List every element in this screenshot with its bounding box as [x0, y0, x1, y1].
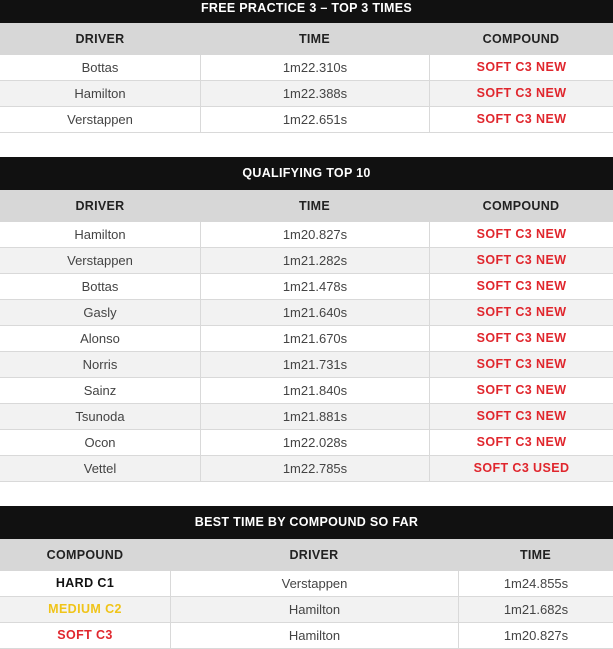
- time-cell: 1m21.881s: [200, 404, 429, 429]
- table-row: [0, 597, 613, 623]
- table-row: [0, 352, 613, 378]
- time-cell: 1m21.682s: [458, 597, 613, 622]
- qualifying-title: QUALIFYING TOP 10: [0, 157, 613, 190]
- fp3-title: FREE PRACTICE 3 – TOP 3 TIMES: [0, 0, 613, 23]
- table-row: [0, 456, 613, 482]
- best-header-time: TIME: [519, 548, 552, 562]
- qualifying-header-driver: DRIVER: [75, 199, 125, 213]
- time-cell: 1m20.827s: [200, 222, 429, 247]
- fp3-header-driver: DRIVER: [75, 32, 125, 46]
- time-cell: 1m22.310s: [200, 55, 429, 80]
- fp3-rows: [0, 55, 613, 133]
- compound-cell: SOFT C3 NEW: [429, 300, 613, 325]
- time-cell: 1m22.388s: [200, 81, 429, 106]
- table-row: [0, 623, 613, 649]
- driver-cell: Gasly: [83, 305, 117, 320]
- best-compound-section: [0, 506, 613, 649]
- qualifying-section: [0, 157, 613, 482]
- driver-cell: Verstappen: [67, 253, 133, 268]
- driver-cell: Verstappen: [170, 571, 458, 596]
- compound-cell: SOFT C3: [57, 628, 113, 642]
- driver-cell: Alonso: [80, 331, 120, 346]
- compound-cell: SOFT C3 NEW: [429, 248, 613, 273]
- compound-cell: SOFT C3 NEW: [429, 326, 613, 351]
- driver-cell: Ocon: [84, 435, 116, 450]
- driver-cell: Sainz: [83, 383, 117, 398]
- best-compound-title: BEST TIME BY COMPOUND SO FAR: [0, 506, 613, 539]
- time-cell: 1m24.855s: [458, 571, 613, 596]
- qualifying-header-compound: COMPOUND: [482, 199, 560, 213]
- table-row: [0, 300, 613, 326]
- time-cell: 1m21.282s: [200, 248, 429, 273]
- time-cell: 1m21.478s: [200, 274, 429, 299]
- section-spacer: [0, 133, 613, 157]
- compound-cell: SOFT C3 NEW: [429, 404, 613, 429]
- driver-cell: Hamilton: [170, 597, 458, 622]
- best-compound-rows: [0, 571, 613, 649]
- driver-cell: Hamilton: [170, 623, 458, 648]
- driver-cell: Tsunoda: [75, 409, 125, 424]
- time-cell: 1m22.028s: [200, 430, 429, 455]
- driver-cell: Vettel: [83, 461, 117, 476]
- table-row: [0, 430, 613, 456]
- table-row: [0, 571, 613, 597]
- time-cell: 1m21.670s: [200, 326, 429, 351]
- qualifying-header-time: TIME: [298, 199, 331, 213]
- table-row: [0, 81, 613, 107]
- table-row: [0, 248, 613, 274]
- compound-cell: SOFT C3 NEW: [429, 378, 613, 403]
- compound-cell: SOFT C3 NEW: [429, 222, 613, 247]
- fp3-header-compound: COMPOUND: [482, 32, 560, 46]
- fp3-section: [0, 0, 613, 133]
- driver-cell: Norris: [82, 357, 118, 372]
- time-cell: 1m22.651s: [200, 107, 429, 132]
- compound-cell: SOFT C3 NEW: [429, 430, 613, 455]
- time-cell: 1m21.640s: [200, 300, 429, 325]
- time-cell: 1m20.827s: [458, 623, 613, 648]
- compound-cell: SOFT C3 NEW: [429, 107, 613, 132]
- compound-cell: SOFT C3 NEW: [429, 352, 613, 377]
- table-row: [0, 404, 613, 430]
- driver-cell: Bottas: [81, 279, 119, 294]
- driver-cell: Hamilton: [74, 86, 126, 101]
- best-header-compound: COMPOUND: [46, 548, 124, 562]
- table-row: [0, 55, 613, 81]
- table-row: [0, 107, 613, 133]
- compound-cell: SOFT C3 NEW: [429, 274, 613, 299]
- fp3-header-time: TIME: [298, 32, 331, 46]
- driver-cell: Bottas: [81, 60, 119, 75]
- compound-cell: MEDIUM C2: [48, 602, 122, 616]
- qualifying-rows: [0, 222, 613, 482]
- compound-cell: SOFT C3 NEW: [429, 81, 613, 106]
- driver-cell: Verstappen: [67, 112, 133, 127]
- table-row: [0, 326, 613, 352]
- driver-cell: Hamilton: [74, 227, 126, 242]
- time-cell: 1m21.731s: [200, 352, 429, 377]
- best-compound-header-row: [0, 539, 613, 571]
- fp3-header-row: [0, 23, 613, 55]
- section-spacer: [0, 482, 613, 506]
- time-cell: 1m22.785s: [200, 456, 429, 481]
- compound-cell: HARD C1: [55, 576, 115, 590]
- best-header-driver: DRIVER: [289, 548, 339, 562]
- compound-cell: SOFT C3 USED: [429, 456, 613, 481]
- table-row: [0, 274, 613, 300]
- table-row: [0, 222, 613, 248]
- table-row: [0, 378, 613, 404]
- time-cell: 1m21.840s: [200, 378, 429, 403]
- qualifying-header-row: [0, 190, 613, 222]
- compound-cell: SOFT C3 NEW: [429, 55, 613, 80]
